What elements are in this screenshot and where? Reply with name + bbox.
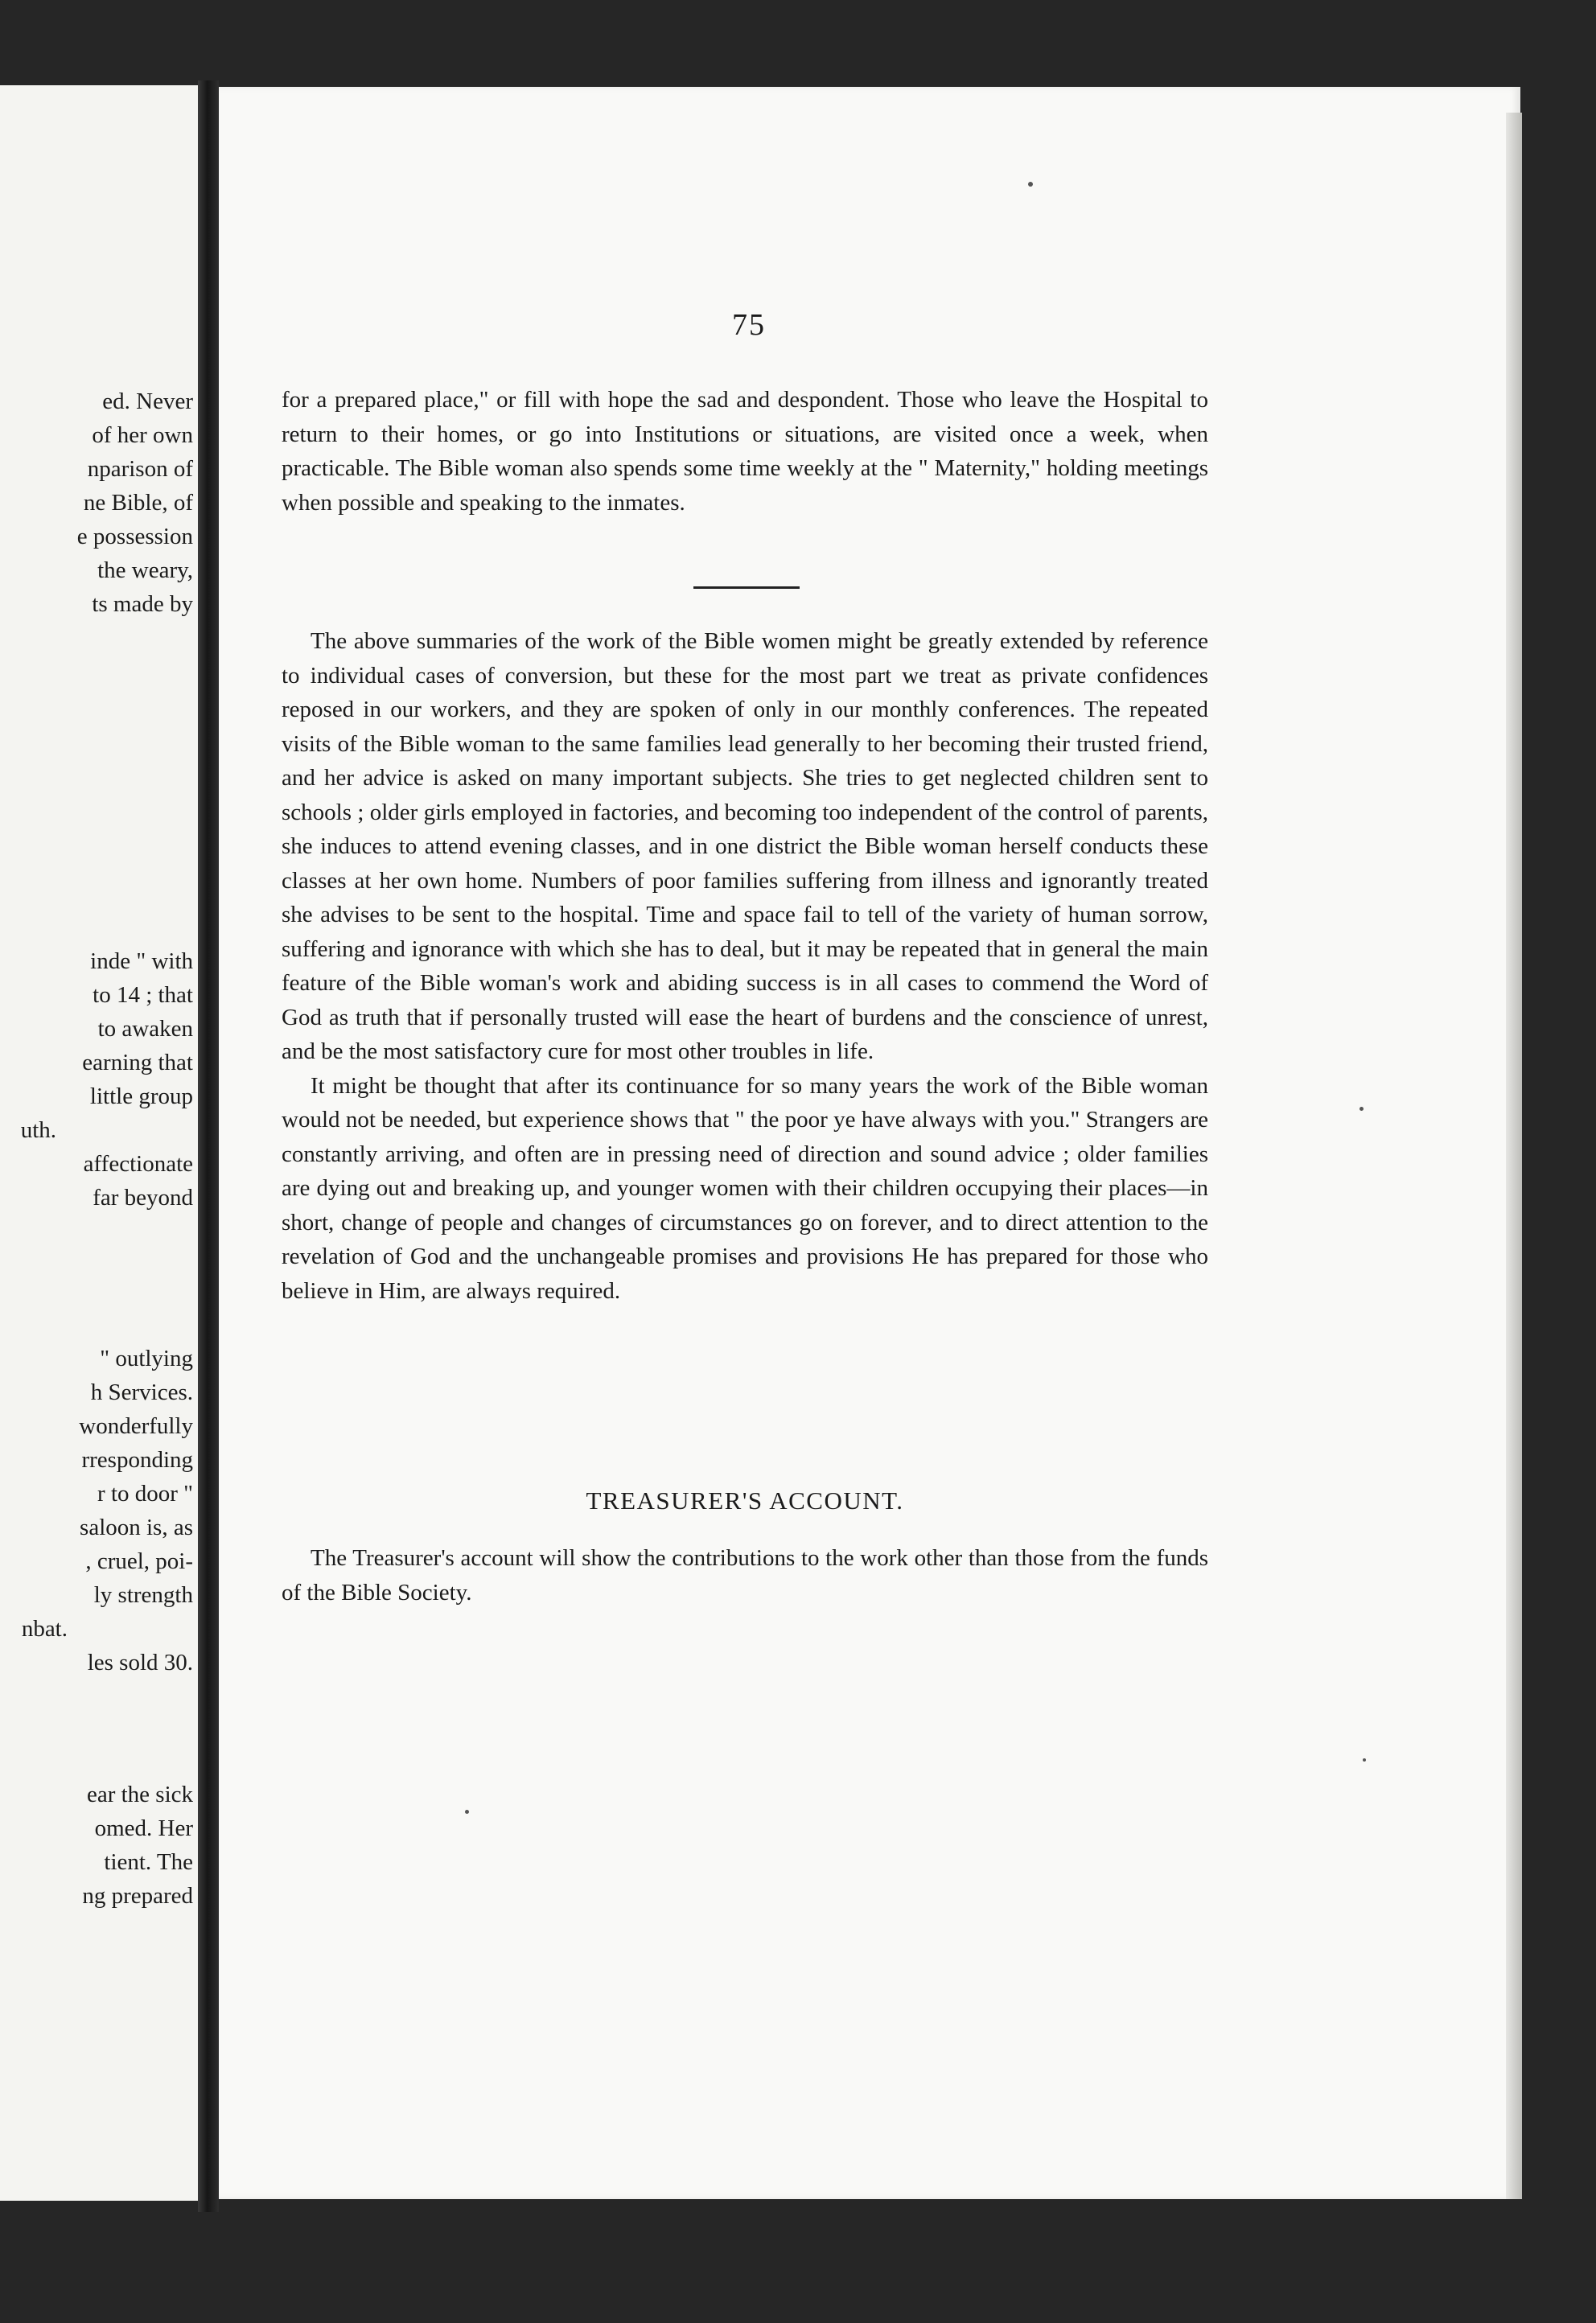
left-page-line: saloon is, as xyxy=(80,1515,193,1540)
scan-speck xyxy=(1359,1107,1364,1111)
left-page-line: tient. The xyxy=(104,1849,193,1875)
left-page-line: r to door " xyxy=(97,1481,193,1507)
left-page-line: to awaken xyxy=(97,1016,193,1042)
left-page-line: ly strength xyxy=(93,1582,193,1608)
left-page-line: uth. xyxy=(20,1117,56,1143)
page-number: 75 xyxy=(732,308,766,342)
scan-speck xyxy=(1028,182,1033,187)
left-page-line: h Services. xyxy=(90,1379,193,1405)
opening-paragraph: for a prepared place," or fill with hope the sad and despondent. Those who leave the Hospital to return to their homes, or go into Institutions or situations, are visited once a week, when practicable. The Bible woman also spends some time weekly at the " Maternity," holding meetings when possible and speaking to the inmates. xyxy=(282,387,1208,516)
treasurer-heading: TREASURER'S ACCOUNT. xyxy=(586,1486,904,1515)
left-page-line: ed. Never xyxy=(102,389,193,414)
treasurer-block xyxy=(282,1541,1208,1610)
left-page-line: omed. Her xyxy=(94,1815,193,1841)
left-page-line: affectionate xyxy=(83,1151,193,1177)
left-page-line: nparison of xyxy=(87,456,193,482)
left-page-line: , cruel, poi- xyxy=(85,1548,193,1574)
left-page-line: les sold 30. xyxy=(87,1650,193,1675)
left-page-line: little group xyxy=(89,1083,193,1109)
paragraph-continuance: It might be thought that after its continuance for so many years the work of the Bible woman would not be needed, but experience shows that " the poor ye have always with you." Strangers are constantly arriving, and often are in pressing need of direction and sound advice ; older families are dying out and breaking up, and younger women with their children occupying their places—in short, change of people and changes of circumstances go on forever, and to direct attention to the revelation of God and the unchangeable promises and provisions He has prepared for those who believe in Him, are always required. xyxy=(282,1072,1208,1304)
left-page-fragment xyxy=(0,85,198,2201)
paragraph-summaries: The above summaries of the work of the Bible women might be greatly extended by reference to individual cases of conversion, but these for the most part we treat as private confidences reposed in our workers, and they are spoken of only in our monthly conferences. The repeated visits of the Bible woman to the same families lead generally to her becoming their trusted friend, and her advice is asked on many important subjects. She tries to get neglected children sent to schools ; older girls employed in factories, and becoming too independent of the control of parents, she induces to attend evening classes, and in one district the Bible woman herself conducts these classes at her own home. Numbers of poor families suffering from illness and ignorantly treated she advises to be sent to the hospital. Time and space fail to tell of the variety of human sorrow, suffering and ignorance with which she has to deal, but it may be repeated that in general the main feature of the Bible woman's work and abiding success is in all cases to commend the Word of God as truth that if personally trusted will ease the heart of burdens and the conscience of unrest, and be the most satisfactory cure for most other troubles in life. xyxy=(282,628,1208,1064)
scan-speck xyxy=(1363,1758,1366,1762)
left-page-line: earning that xyxy=(82,1050,193,1075)
left-page-line: rresponding xyxy=(81,1447,193,1473)
left-page-line: nbat. xyxy=(21,1616,68,1642)
left-page-line: the weary, xyxy=(97,557,193,583)
scan-speck xyxy=(465,1810,469,1814)
left-page-line: wonderfully xyxy=(79,1413,193,1439)
left-page-line: ear the sick xyxy=(86,1782,193,1807)
section-divider-rule xyxy=(693,586,800,589)
left-page-line: far beyond xyxy=(93,1185,193,1211)
left-page-line: inde " with xyxy=(90,948,193,974)
left-page-line: to 14 ; that xyxy=(93,982,193,1008)
page-edge xyxy=(1506,113,1522,2199)
body-paragraphs xyxy=(282,624,1208,1308)
opening-paragraph-block xyxy=(282,383,1208,520)
left-page-line: ne Bible, of xyxy=(83,490,193,516)
treasurer-paragraph: The Treasurer's account will show the contributions to the work other than those from the funds of the Bible Society. xyxy=(282,1545,1208,1606)
book-gutter xyxy=(198,80,219,2212)
left-page-line: of her own xyxy=(92,422,193,448)
left-page-line: e possession xyxy=(76,524,193,549)
left-page-line: ts made by xyxy=(92,591,193,617)
left-page-line: ng prepared xyxy=(82,1883,193,1909)
left-page-line: " outlying xyxy=(100,1346,193,1371)
